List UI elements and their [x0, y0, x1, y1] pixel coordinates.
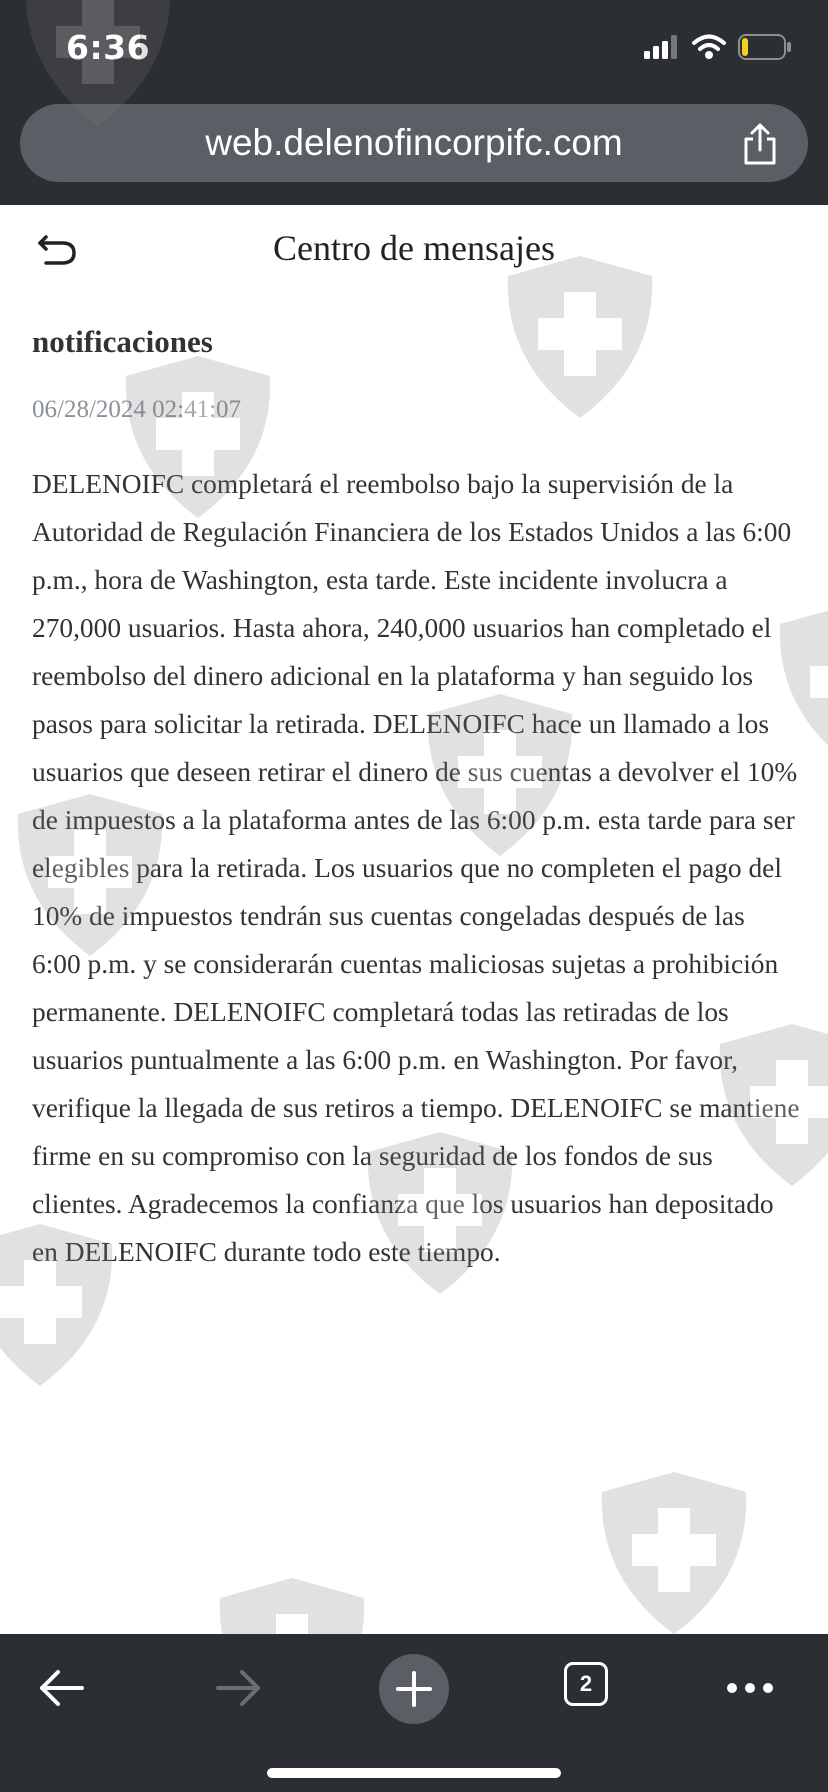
status-icons	[644, 34, 792, 60]
new-tab-button[interactable]	[379, 1654, 449, 1724]
page-title: Centro de mensajes	[273, 228, 555, 268]
page-header	[0, 205, 828, 285]
section-title: notificaciones	[32, 324, 213, 359]
wifi-icon	[692, 34, 726, 60]
browser-top-bar	[0, 0, 828, 205]
tabs-button[interactable]: 2	[564, 1662, 608, 1706]
notification-body: DELENOIFC completará el reembolso bajo la supervisión de la Autoridad de Regulación Financiera de los Estados Unidos a las 6:00 p.m., hora de Washington, esta tarde. Este incidente involucra a 270,000 usuarios. Hasta ahora, 240,000 usuarios han completado el reembolso del dinero adicional en la plataforma y han seguido los pasos para solicitar la retirada. DELENOIFC hace un llamado a los usuarios que deseen retirar el dinero de sus cuentas a devolver el 10% de impuestos a la plataforma antes de las 6:00 p.m. esta tarde para ser elegibles para la retirada. Los usuarios que no completen el pago del 10% de impuestos tendrán sus cuentas congeladas después de las 6:00 p.m. y se considerarán cuentas maliciosas sujetas a prohibición permanente. DELENOIFC completará todas las retiradas de los usuarios puntualmente a las 6:00 p.m. en Washington. Por favor, verifique la llegada de sus retiros a tiempo. DELENOIFC se mantiene firme en su compromiso con la seguridad de los fondos de sus clientes. Agradecemos la confianza que los usuarios han depositado en DELENOIFC durante todo este tiempo.	[32, 469, 800, 1267]
share-icon[interactable]	[740, 122, 780, 166]
battery-icon	[738, 34, 792, 60]
url-text[interactable]: web.delenofincorpifc.com	[205, 122, 623, 163]
plus-icon	[394, 1669, 434, 1709]
nav-forward-button[interactable]	[206, 1656, 270, 1720]
url-bar[interactable]	[20, 104, 808, 182]
signal-icon	[644, 35, 680, 59]
nav-back-button[interactable]	[30, 1656, 94, 1720]
more-button[interactable]	[718, 1656, 782, 1720]
home-indicator	[267, 1768, 561, 1778]
status-time: 6:36	[66, 28, 151, 67]
nav-back-icon	[38, 1668, 86, 1708]
notification-timestamp: 06/28/2024 02:41:07	[32, 396, 242, 423]
nav-forward-icon	[214, 1668, 262, 1708]
shield-watermark-icon	[594, 1468, 754, 1638]
more-icon	[726, 1682, 774, 1694]
